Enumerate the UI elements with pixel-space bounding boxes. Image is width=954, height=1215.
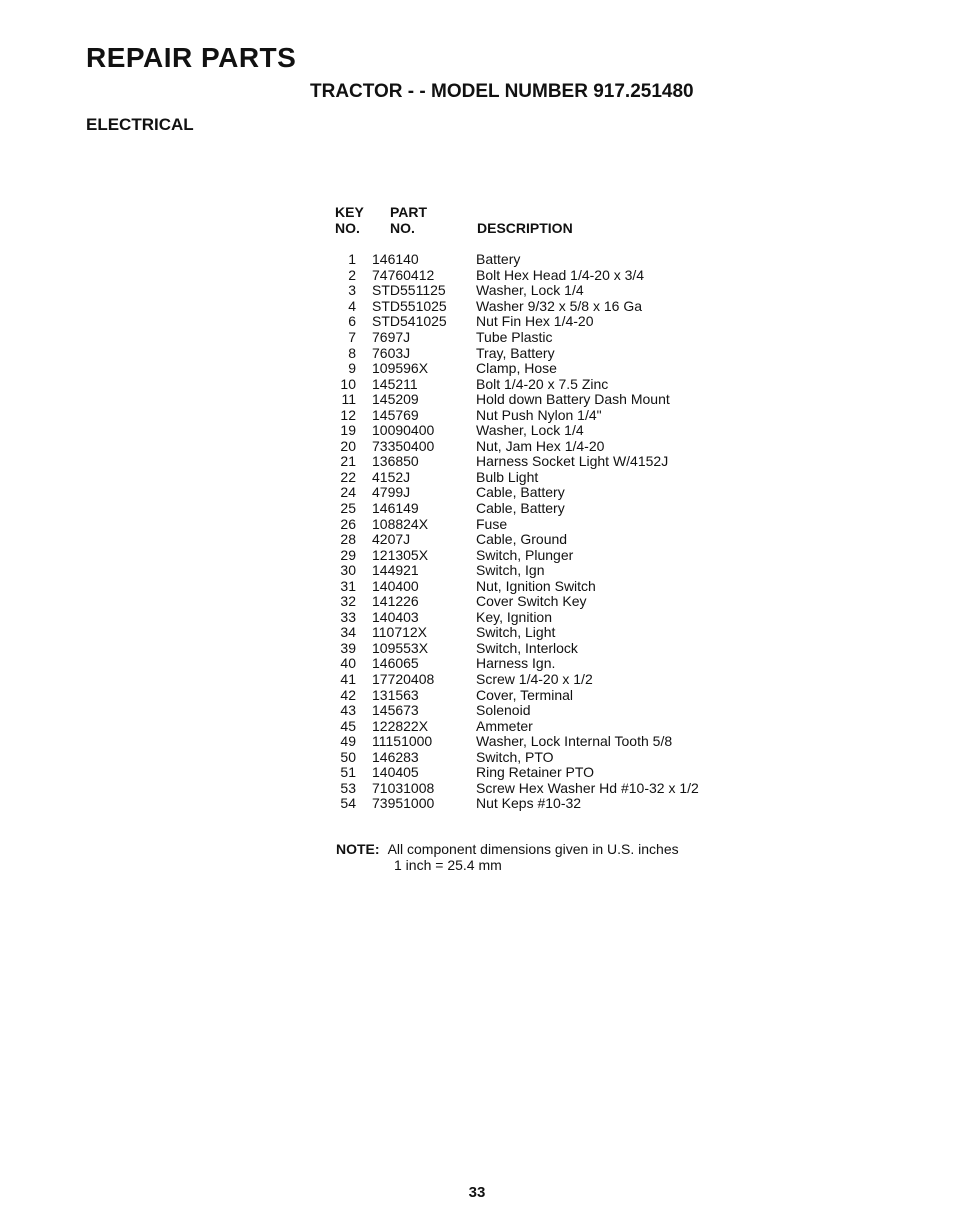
part-number-cell: 146283 [372,748,419,765]
key-cell: 25 [340,500,356,517]
table-row [330,501,750,517]
part-number-cell: 71031008 [372,779,435,796]
key-cell: 24 [340,484,356,501]
table-row [330,439,750,455]
parts-table [330,252,750,812]
description-cell: Screw Hex Washer Hd #10-32 x 1/2 [476,779,699,796]
part-number-cell: 11151000 [372,733,433,750]
key-cell: 10 [340,375,356,392]
note-label: NOTE: [336,841,380,857]
table-row [330,283,750,299]
key-column-header [335,204,364,236]
description-cell: Bolt 1/4-20 x 7.5 Zinc [476,375,609,392]
description-cell: Bolt Hex Head 1/4-20 x 3/4 [476,266,645,283]
table-row [330,268,750,284]
table-row [330,796,750,812]
table-row [330,423,750,439]
key-cell: 43 [340,702,356,719]
key-cell: 32 [340,593,356,610]
table-row [330,610,750,626]
description-cell: Nut Push Nylon 1/4" [476,406,602,423]
part-header-line1: PART [390,204,428,220]
key-cell: 12 [340,406,356,423]
description-cell: Cable, Battery [476,500,565,517]
table-row [330,625,750,641]
table-row [330,485,750,501]
key-cell: 39 [340,639,356,656]
part-number-cell: 141226 [372,593,419,610]
description-cell: Bulb Light [476,468,539,485]
key-cell: 31 [340,577,356,594]
part-number-cell: 144921 [372,562,419,579]
description-cell: Tray, Battery [476,344,555,361]
description-cell: Harness Socket Light W/4152J [476,453,669,470]
table-row [330,594,750,610]
key-cell: 6 [348,313,356,330]
table-row [330,454,750,470]
description-cell: Tube Plastic [476,329,553,345]
part-number-cell: 122822X [372,717,429,734]
note-text: All component dimensions given in U.S. inches [387,841,679,857]
part-number-cell: STD551025 [372,297,447,314]
part-number-cell: 140405 [372,764,419,781]
key-cell: 30 [340,562,356,579]
description-cell: Ammeter [476,717,533,734]
table-row [330,687,750,703]
description-cell: Washer 9/32 x 5/8 x 16 Ga [476,297,643,314]
part-number-cell: 146065 [372,655,419,672]
key-cell: 3 [348,282,356,299]
description-cell: Solenoid [476,702,531,719]
part-number-cell: 146140 [372,251,419,268]
part-number-cell: STD541025 [372,313,447,330]
note-conversion: 1 inch = 25.4 mm [394,857,502,873]
part-number-cell: 146149 [372,500,419,517]
description-cell: Cable, Battery [476,484,565,501]
table-row [330,376,750,392]
key-cell: 40 [340,655,356,672]
key-cell: 41 [340,671,356,688]
table-row [330,252,750,268]
description-cell: Washer, Lock 1/4 [476,282,584,299]
key-cell: 51 [340,764,356,781]
key-cell: 21 [340,453,356,470]
part-number-cell: 110712X [372,624,428,641]
table-row [330,547,750,563]
description-cell: Harness Ign. [476,655,556,672]
table-row [330,361,750,377]
table-row [330,299,750,315]
table-row [330,563,750,579]
part-column-header [390,204,427,236]
table-row [330,345,750,361]
table-row [330,330,750,346]
description-cell: Switch, Ign [476,562,545,579]
part-number-cell: 136850 [372,453,419,470]
key-header-line1: KEY [335,204,364,220]
part-number-cell: 4152J [372,468,411,485]
page-title: REPAIR PARTS [86,42,297,73]
key-cell: 34 [340,624,356,641]
key-cell: 53 [340,779,356,796]
description-cell: Nut, Ignition Switch [476,577,596,594]
key-cell: 11 [341,391,356,408]
description-cell: Hold down Battery Dash Mount [476,391,670,408]
part-number-cell: 73350400 [372,437,435,454]
description-cell: Washer, Lock Internal Tooth 5/8 [476,733,673,750]
table-row [330,470,750,486]
key-cell: 50 [340,748,356,765]
page-number: 33 [468,1184,486,1201]
part-number-cell: 74760412 [372,266,435,283]
description-cell: Switch, PTO [476,748,554,765]
key-cell: 19 [340,422,356,439]
key-header-line2: NO. [335,220,360,236]
part-number-cell: 4799J [372,484,411,501]
description-cell: Battery [476,251,521,268]
description-cell: Switch, Interlock [476,639,578,656]
key-cell: 2 [348,266,356,283]
table-row [330,656,750,672]
description-cell: Key, Ignition [476,608,553,625]
part-number-cell: 4207J [372,531,411,548]
key-cell: 42 [340,686,356,703]
part-number-cell: 108824X [372,515,429,532]
table-row [330,734,750,750]
key-cell: 49 [340,733,356,750]
description-cell: Cover Switch Key [476,593,587,610]
table-row [330,703,750,719]
description-cell: Ring Retainer PTO [476,764,595,781]
table-row [330,750,750,766]
description-cell: Washer, Lock 1/4 [476,422,584,439]
part-number-cell: 145209 [372,391,419,408]
description-cell: Clamp, Hose [476,360,557,377]
key-cell: 45 [340,717,356,734]
key-cell: 4 [348,297,356,314]
table-row [330,765,750,781]
part-number-cell: 109553X [372,639,429,656]
key-cell: 22 [340,468,356,485]
table-row [330,532,750,548]
table-row [330,781,750,797]
table-row [330,407,750,423]
table-row [330,672,750,688]
part-number-cell: 7697J [372,329,411,345]
part-number-cell: 145673 [372,702,419,719]
table-row [330,641,750,657]
part-number-cell: 140403 [372,608,419,625]
key-cell: 7 [348,329,356,345]
key-cell: 29 [340,546,356,563]
key-cell: 26 [340,515,356,532]
table-row [330,718,750,734]
description-cell: Switch, Plunger [476,546,574,563]
description-cell: Cable, Ground [476,531,568,548]
description-cell: Nut, Jam Hex 1/4-20 [476,437,605,454]
part-number-cell: 131563 [372,686,419,703]
part-number-cell: 7603J [372,344,411,361]
description-cell: Fuse [476,515,508,532]
part-number-cell: 145211 [372,375,418,392]
part-header-line2: NO. [390,220,415,236]
model-subtitle: TRACTOR - - MODEL NUMBER 917.251480 [310,81,694,102]
key-cell: 8 [348,344,356,361]
description-cell: Nut Keps #10-32 [476,795,582,812]
part-number-cell: STD551125 [372,282,446,299]
table-row [330,392,750,408]
table-row [330,516,750,532]
description-cell: Cover, Terminal [476,686,574,703]
part-number-cell: 145769 [372,406,419,423]
key-cell: 54 [340,795,356,812]
part-number-cell: 73951000 [372,795,435,812]
description-cell: Switch, Light [476,624,556,641]
part-number-cell: 121305X [372,546,429,563]
description-column-header: DESCRIPTION [477,220,573,236]
part-number-cell: 140400 [372,577,419,594]
part-number-cell: 10090400 [372,422,435,439]
table-row [330,314,750,330]
part-number-cell: 109596X [372,360,429,377]
description-cell: Nut Fin Hex 1/4-20 [476,313,594,330]
key-cell: 28 [340,531,356,548]
description-cell: Screw 1/4-20 x 1/2 [476,671,593,688]
table-row [330,578,750,594]
section-heading: ELECTRICAL [86,115,194,134]
note [336,841,679,857]
key-cell: 33 [340,608,356,625]
key-cell: 9 [348,360,356,377]
part-number-cell: 17720408 [372,671,435,688]
key-cell: 20 [340,437,356,454]
key-cell: 1 [348,251,356,268]
